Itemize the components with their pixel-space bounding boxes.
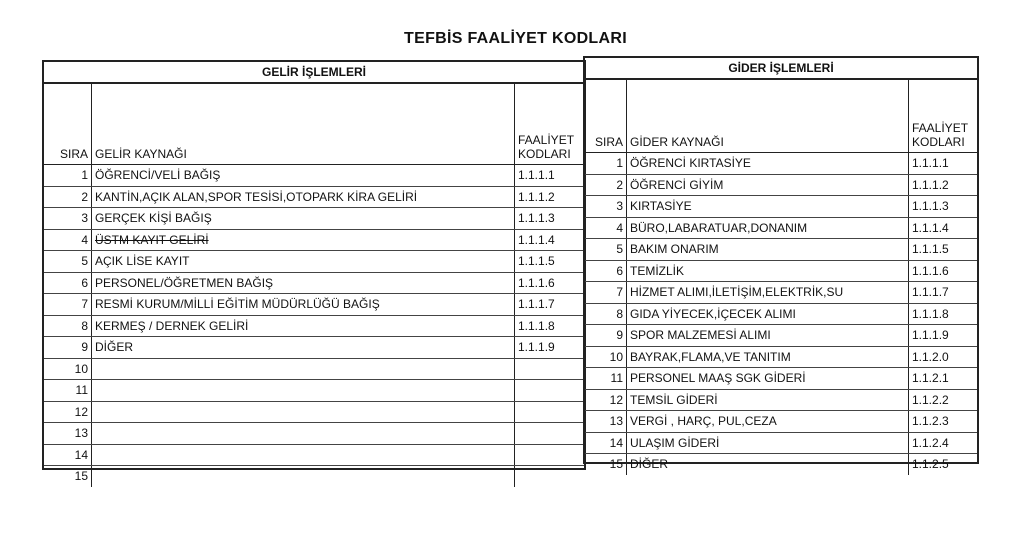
income-row-name	[92, 402, 515, 423]
income-header-row	[44, 84, 584, 165]
income-row-name	[92, 423, 515, 444]
income-row-number: 13	[44, 423, 92, 444]
income-row-number: 8	[44, 316, 92, 337]
page-title: TEFBİS FAALİYET KODLARI	[404, 30, 627, 47]
expense-row-number: 13	[585, 411, 627, 432]
expense-table-row	[585, 261, 977, 283]
expense-table-row	[585, 153, 977, 175]
expense-row-name: BAKIM ONARIM	[627, 239, 909, 260]
income-row-code	[515, 380, 584, 401]
income-row-code: 1.1.1.8	[518, 318, 555, 333]
income-row-number: 2	[44, 187, 92, 208]
expense-row-number: 7	[585, 282, 627, 303]
income-table-row	[44, 251, 584, 273]
expense-row-number: 1	[585, 153, 627, 174]
income-row-number: 6	[44, 273, 92, 294]
income-table-row	[44, 380, 584, 402]
income-section-title: GELİR İŞLEMLERİ	[44, 62, 584, 84]
expense-table-row	[585, 304, 977, 326]
expense-table-row	[585, 433, 977, 455]
income-row-number: 12	[44, 402, 92, 423]
expense-row-number: 4	[585, 218, 627, 239]
income-row-number: 10	[44, 359, 92, 380]
income-table-row	[44, 165, 584, 187]
income-table-row	[44, 445, 584, 467]
income-table-row	[44, 337, 584, 359]
expense-row-code: 1.1.1.5	[912, 242, 949, 257]
income-table-row	[44, 423, 584, 445]
expense-row-name: BAYRAK,FLAMA,VE TANITIM	[627, 347, 909, 368]
expense-row-number: 11	[585, 368, 627, 389]
income-row-code	[515, 445, 584, 466]
income-col-sira: SIRA	[44, 84, 92, 164]
income-row-name: AÇIK LİSE KAYIT	[92, 251, 515, 272]
expense-row-name: BÜRO,LABARATUAR,DONANIM	[627, 218, 909, 239]
expense-table-row	[585, 454, 977, 475]
expense-row-name: ÖĞRENCİ GİYİM	[627, 175, 909, 196]
expense-table-row	[585, 325, 977, 347]
income-row-number: 3	[44, 208, 92, 229]
income-row-name: RESMİ KURUM/MİLLİ EĞİTİM MÜDÜRLÜĞÜ BAĞIŞ	[92, 294, 515, 315]
expense-table-row	[585, 218, 977, 240]
expense-row-name: PERSONEL MAAŞ SGK GİDERİ	[627, 368, 909, 389]
income-table-row	[44, 402, 584, 424]
income-row-name	[92, 445, 515, 466]
expense-row-number: 2	[585, 175, 627, 196]
income-row-name: DİĞER	[92, 337, 515, 358]
expense-row-number: 6	[585, 261, 627, 282]
income-table-row	[44, 359, 584, 381]
expense-row-code: 1.1.1.7	[912, 285, 949, 300]
income-table-row	[44, 208, 584, 230]
income-row-code	[515, 423, 584, 444]
income-row-name	[92, 466, 515, 487]
income-row-number: 15	[44, 466, 92, 487]
expense-row-code: 1.1.2.3	[912, 414, 949, 429]
income-row-number: 9	[44, 337, 92, 358]
income-row-number: 11	[44, 380, 92, 401]
expense-row-name: GIDA YİYECEK,İÇECEK ALIMI	[627, 304, 909, 325]
income-col-code-line2: KODLARI	[518, 147, 571, 161]
income-row-name: ÜSTM KAYIT GELİRİ	[92, 230, 515, 251]
income-row-name: ÖĞRENCİ/VELİ BAĞIŞ	[92, 165, 515, 186]
expense-row-name: TEMİZLİK	[627, 261, 909, 282]
expense-row-code: 1.1.1.3	[912, 199, 949, 214]
expense-row-number: 14	[585, 433, 627, 454]
income-row-name: GERÇEK KİŞİ BAĞIŞ	[92, 208, 515, 229]
expense-row-name: TEMSİL GİDERİ	[627, 390, 909, 411]
income-row-code	[515, 402, 584, 423]
income-row-code: 1.1.1.1	[518, 168, 555, 183]
expense-table-row	[585, 175, 977, 197]
income-row-name: KANTİN,AÇIK ALAN,SPOR TESİSİ,OTOPARK KİRA GELİRİ	[92, 187, 515, 208]
expense-row-name: KIRTASİYE	[627, 196, 909, 217]
income-row-code: 1.1.1.3	[518, 211, 555, 226]
income-row-code	[515, 466, 584, 487]
expense-row-number: 5	[585, 239, 627, 260]
expense-row-code: 1.1.2.2	[912, 392, 949, 407]
expense-col-code	[909, 80, 977, 152]
expense-rows	[585, 153, 977, 475]
expense-row-code: 1.1.1.8	[912, 306, 949, 321]
expense-row-code: 1.1.1.1	[912, 156, 949, 171]
expense-row-code: 1.1.2.4	[912, 435, 949, 450]
expense-row-code: 1.1.1.6	[912, 263, 949, 278]
income-rows	[44, 165, 584, 487]
expense-table-row	[585, 282, 977, 304]
income-row-code: 1.1.1.4	[518, 232, 555, 247]
income-col-code	[515, 84, 584, 164]
expense-table-row	[585, 239, 977, 261]
expense-row-name: HİZMET ALIMI,İLETİŞİM,ELEKTRİK,SU	[627, 282, 909, 303]
income-table-row	[44, 294, 584, 316]
income-row-code: 1.1.1.6	[518, 275, 555, 290]
expense-header-row	[585, 80, 977, 153]
expense-row-code: 1.1.2.5	[912, 457, 949, 472]
expense-row-name: DİĞER	[627, 454, 909, 475]
income-row-number: 5	[44, 251, 92, 272]
income-row-code: 1.1.1.2	[518, 189, 555, 204]
expense-row-number: 15	[585, 454, 627, 475]
expense-table-row	[585, 368, 977, 390]
income-row-name: PERSONEL/ÖĞRETMEN BAĞIŞ	[92, 273, 515, 294]
expense-table	[583, 56, 979, 472]
income-row-name	[92, 380, 515, 401]
expense-col-code-line2: KODLARI	[912, 135, 965, 149]
expense-col-source: GİDER KAYNAĞI	[627, 80, 909, 152]
income-table-row	[44, 466, 584, 487]
income-table-row	[44, 230, 584, 252]
income-row-number: 14	[44, 445, 92, 466]
expense-row-code: 1.1.1.9	[912, 328, 949, 343]
expense-table-row	[585, 411, 977, 433]
expense-row-name: ÖĞRENCİ KIRTASİYE	[627, 153, 909, 174]
income-row-code: 1.1.1.9	[518, 340, 555, 355]
income-row-name	[92, 359, 515, 380]
income-table	[42, 60, 586, 484]
expense-row-number: 9	[585, 325, 627, 346]
expense-row-name: ULAŞIM GİDERİ	[627, 433, 909, 454]
expense-row-number: 8	[585, 304, 627, 325]
expense-row-number: 12	[585, 390, 627, 411]
expense-table-row	[585, 196, 977, 218]
income-row-code: 1.1.1.7	[518, 297, 555, 312]
expense-row-number: 10	[585, 347, 627, 368]
income-table-row	[44, 273, 584, 295]
expense-table-row	[585, 347, 977, 369]
expense-col-code-line1: FAALİYET	[912, 121, 969, 135]
income-table-row	[44, 187, 584, 209]
income-row-number: 4	[44, 230, 92, 251]
income-row-code: 1.1.1.5	[518, 254, 555, 269]
income-col-source: GELİR KAYNAĞI	[92, 84, 515, 164]
expense-row-code: 1.1.2.1	[912, 371, 949, 386]
expense-row-code: 1.1.2.0	[912, 349, 949, 364]
income-row-code	[515, 359, 584, 380]
income-col-code-line1: FAALİYET	[518, 133, 575, 147]
income-row-number: 7	[44, 294, 92, 315]
expense-table-row	[585, 390, 977, 412]
expense-row-code: 1.1.1.2	[912, 177, 949, 192]
expense-row-number: 3	[585, 196, 627, 217]
income-row-name: KERMEŞ / DERNEK GELİRİ	[92, 316, 515, 337]
expense-col-sira: SIRA	[585, 80, 627, 152]
income-table-row	[44, 316, 584, 338]
expense-row-name: SPOR MALZEMESİ ALIMI	[627, 325, 909, 346]
expense-section-title: GİDER İŞLEMLERİ	[585, 58, 977, 80]
expense-row-name: VERGİ , HARÇ, PUL,CEZA	[627, 411, 909, 432]
income-row-number: 1	[44, 165, 92, 186]
expense-row-code: 1.1.1.4	[912, 220, 949, 235]
